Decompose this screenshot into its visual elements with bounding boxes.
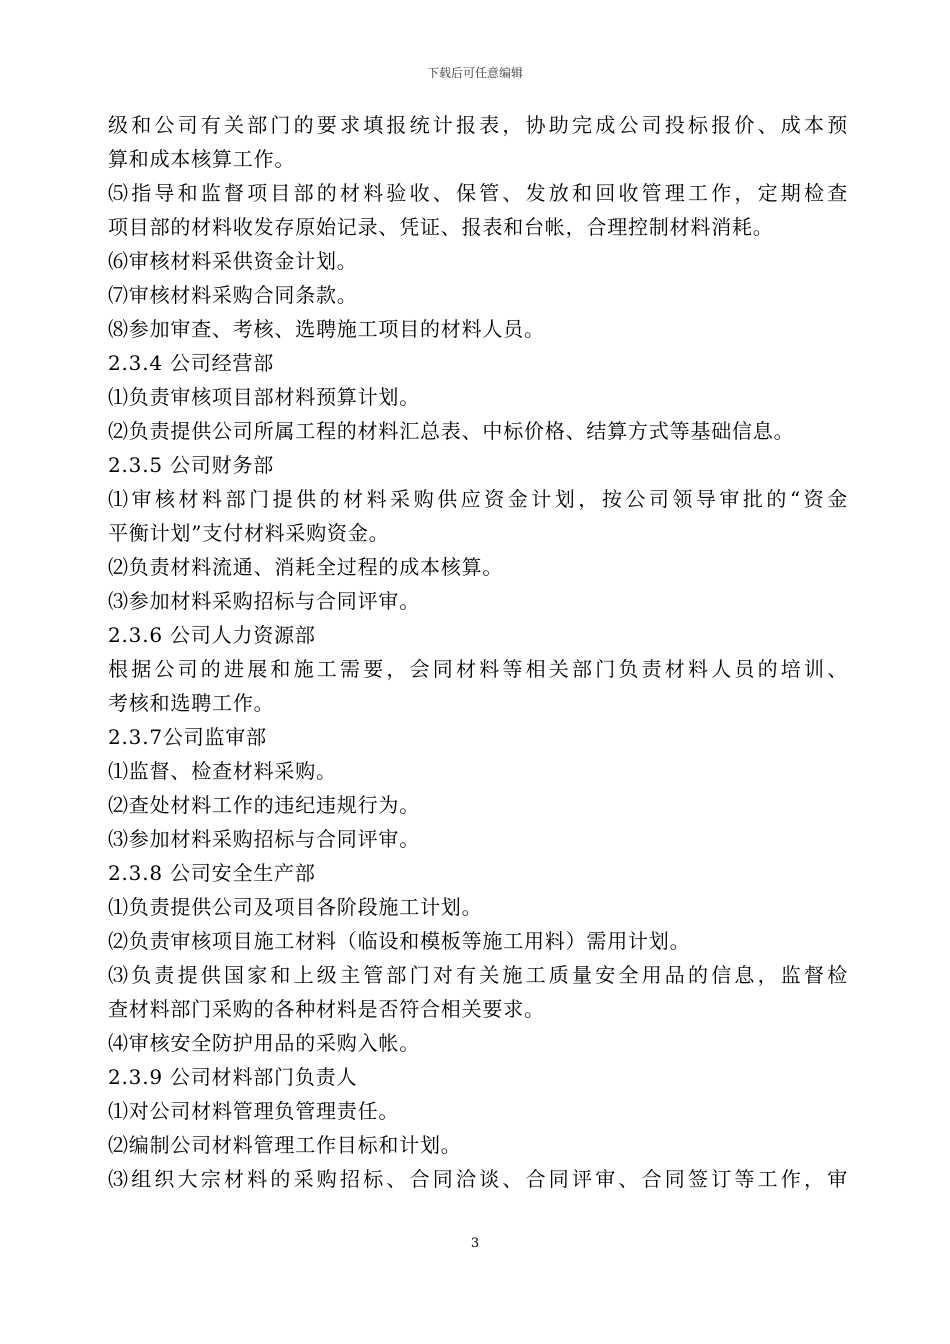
text-line: 2.3.6 公司人力资源部 — [108, 623, 316, 647]
page-header: 下载后可任意编辑 — [426, 66, 523, 80]
text-line: ⑴对公司材料管理负管理责任。 — [108, 1099, 400, 1123]
text-line: ⑵负责审核项目施工材料（临设和模板等施工用料）需用计划。 — [108, 929, 691, 953]
text-line: ⑷审核安全防护用品的采购入帐。 — [108, 1031, 420, 1055]
text-line: ⑴监督、检查材料采购。 — [108, 759, 337, 783]
text-line: 考核和选聘工作。 — [108, 691, 275, 715]
text-line: 算和成本核算工作。 — [108, 147, 296, 171]
text-line: ⑵查处材料工作的违纪违规行为。 — [108, 793, 420, 817]
text-line: ⑴负责提供公司及项目各阶段施工计划。 — [108, 895, 483, 919]
text-line: 根据公司的进展和施工需要，会同材料等相关部门负责材料人员的培训、 — [108, 657, 848, 681]
text-line: 项目部的材料收发存原始记录、凭证、报表和台帐，合理控制材料消耗。 — [108, 215, 774, 239]
text-line: ⑸指导和监督项目部的材料验收、保管、发放和回收管理工作，定期检查 — [108, 181, 848, 205]
text-line: ⑺审核材料采购合同条款。 — [108, 283, 358, 307]
page-number: 3 — [470, 1236, 480, 1251]
text-line: 查材料部门采购的各种材料是否符合相关要求。 — [108, 997, 545, 1021]
text-line: ⑶参加材料采购招标与合同评审。 — [108, 827, 420, 851]
text-line: 级和公司有关部门的要求填报统计报表，协助完成公司投标报价、成本预 — [108, 113, 848, 137]
text-line: ⑹审核材料采供资金计划。 — [108, 249, 358, 273]
text-line: 2.3.7公司监审部 — [108, 725, 267, 749]
text-line: ⑶参加材料采购招标与合同评审。 — [108, 589, 420, 613]
text-line: 平衡计划”支付材料采购资金。 — [108, 521, 390, 545]
text-line: ⑴审核材料部门提供的材料采购供应资金计划，按公司领导审批的“资金 — [108, 487, 848, 511]
text-line: 2.3.5 公司财务部 — [108, 453, 275, 477]
text-line: ⑵编制公司材料管理工作目标和计划。 — [108, 1133, 462, 1157]
text-line: ⑶组织大宗材料的采购招标、合同洽谈、合同评审、合同签订等工作，审 — [108, 1167, 848, 1191]
text-line: ⑵负责提供公司所属工程的材料汇总表、中标价格、结算方式等基础信息。 — [108, 419, 795, 443]
text-line: 2.3.4 公司经营部 — [108, 351, 275, 375]
text-line: ⑻参加审查、考核、选聘施工项目的材料人员。 — [108, 317, 545, 341]
text-line: 2.3.9 公司材料部门负责人 — [108, 1065, 358, 1089]
text-line: 2.3.8 公司安全生产部 — [108, 861, 316, 885]
text-line: ⑵负责材料流通、消耗全过程的成本核算。 — [108, 555, 504, 579]
text-line: ⑴负责审核项目部材料预算计划。 — [108, 385, 420, 409]
document-body — [108, 108, 848, 1196]
text-line: ⑶负责提供国家和上级主管部门对有关施工质量安全用品的信息，监督检 — [108, 963, 848, 987]
